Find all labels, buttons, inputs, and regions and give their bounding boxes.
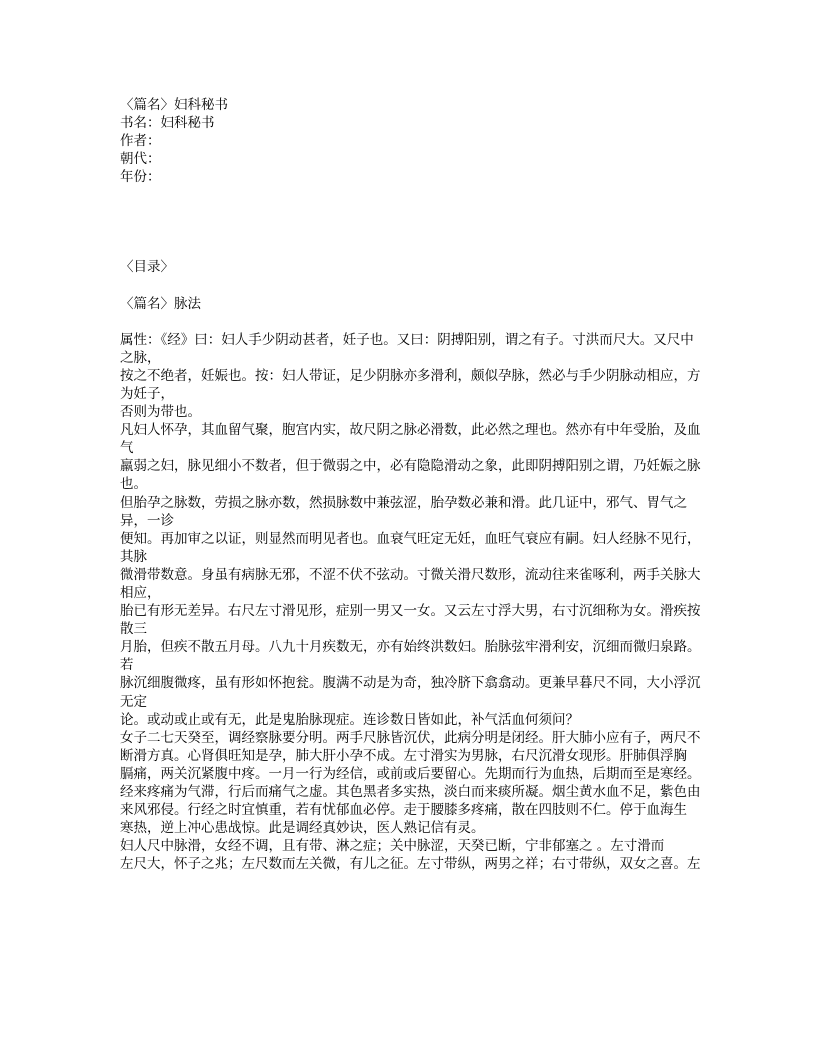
- body-line: 论。或动或止或有无，此是鬼胎脉现症。连诊数日皆如此，补气活血何须问？: [120, 711, 579, 728]
- body-line: 女子二七天癸至，调经察脉要分明。两手尺脉皆沉伏，此病分明是闭经。肝大肺小应有子，两尺不断滑方真。心肾俱旺知是孕，肺大肝小孕不成。左寸滑实为男脉，右尺沉滑女现形。肝肺俱浮胸: [120, 729, 701, 764]
- body-line: 来风邪侵。行经之时宜慎重，若有忧郁血必停。走于腰膝多疼痛，散在四肢则不仁。停于血海生: [120, 802, 687, 819]
- body-line: 寒热，逆上冲心患战惊。此是调经真妙诀，医人熟记信有灵。: [120, 820, 485, 837]
- spacer: [120, 240, 702, 258]
- author-line: 作者：: [120, 133, 161, 150]
- body-line: 凡妇人怀孕，其血留气聚，胞宫内实，故尺阴之脉必滑数，此必然之理也。然亦有中年受胎，及血气: [120, 422, 701, 457]
- year-line: 年份：: [120, 169, 161, 186]
- body-line: 胎已有形无差异。右尺左寸滑见形，症别一男又一女。又云左寸浮大男，右寸沉细称为女。滑疾按散三: [120, 603, 701, 638]
- spacer: [120, 313, 702, 331]
- body-line: 膈痛，两关沉紧腹中疼。一月一行为经信，或前或后要留心。先期而行为血热，后期而至是寒经。: [120, 765, 701, 782]
- body-line: 左尺大，怀子之兆；左尺数而左关微，有儿之征。左寸带纵，两男之祥；右寸带纵，双女之喜。左: [120, 856, 701, 873]
- body-line: 便知。再加审之以证，则显然而明见者也。血衰气旺定无妊，血旺气衰应有嗣。妇人经脉不见行，其脉: [120, 530, 701, 565]
- body-line: 经来疼痛为气滞，行后而痛气之虚。其色黑者多实热，淡白而来痰所凝。烟尘黄水血不足，紫色由: [120, 784, 701, 800]
- body-line: 按之不绝者，妊娠也。按：妇人带证，足少阴脉亦多滑利，颇似孕脉，然必与手少阴脉动相应，方为妊子，: [120, 367, 701, 402]
- body-line: 妇人尺中脉滑，女经不调，且有带、淋之症；关中脉涩，天癸已断，宁非郁塞之 。左寸滑而: [120, 838, 665, 855]
- toc-heading: 〈目录〉: [120, 259, 174, 276]
- body-line: 属性：《经》曰：妇人手少阴动甚者，妊子也。又曰：阴搏阳别，谓之有子。寸洪而尺大。又尺中之脉，: [120, 331, 694, 366]
- body-line: 否则为带也。: [120, 404, 201, 421]
- body-line: 微滑带数意。身虽有病脉无邪，不涩不伏不弦动。寸微关滑尺数形，流动往来雀啄利，两手关脉大相应，: [120, 566, 701, 601]
- section-title: 〈篇名〉脉法: [120, 295, 201, 312]
- spacer: [120, 277, 702, 295]
- book-name-line: 书名：妇科秘书: [120, 115, 215, 132]
- body-line: 月胎，但疾不散五月母。八九十月疾数无，亦有始终洪数妇。胎脉弦牢滑利安，沉细而微归泉路。若: [120, 639, 701, 674]
- dynasty-line: 朝代：: [120, 151, 161, 168]
- body-line: 但胎孕之脉数，劳损之脉亦数，然损脉数中兼弦涩，胎孕数必兼和滑。此几证中，邪气、胃气之异，一诊: [120, 494, 687, 529]
- body-line: 羸弱之妇，脉见细小不数者，但于微弱之中，必有隐隐滑动之象，此即阴搏阳别之谓，乃妊娠之脉也。: [120, 458, 701, 493]
- pian-ming-line: 〈篇名〉妇科秘书: [120, 97, 228, 113]
- document-page: [120, 96, 702, 873]
- spacer: [120, 186, 702, 240]
- body-line: 脉沉细腹微疼，虽有形如怀抱瓮。腹满不动是为奇，独冷脐下翕翕动。更兼早暮尺不同，大小浮沉无定: [120, 675, 701, 710]
